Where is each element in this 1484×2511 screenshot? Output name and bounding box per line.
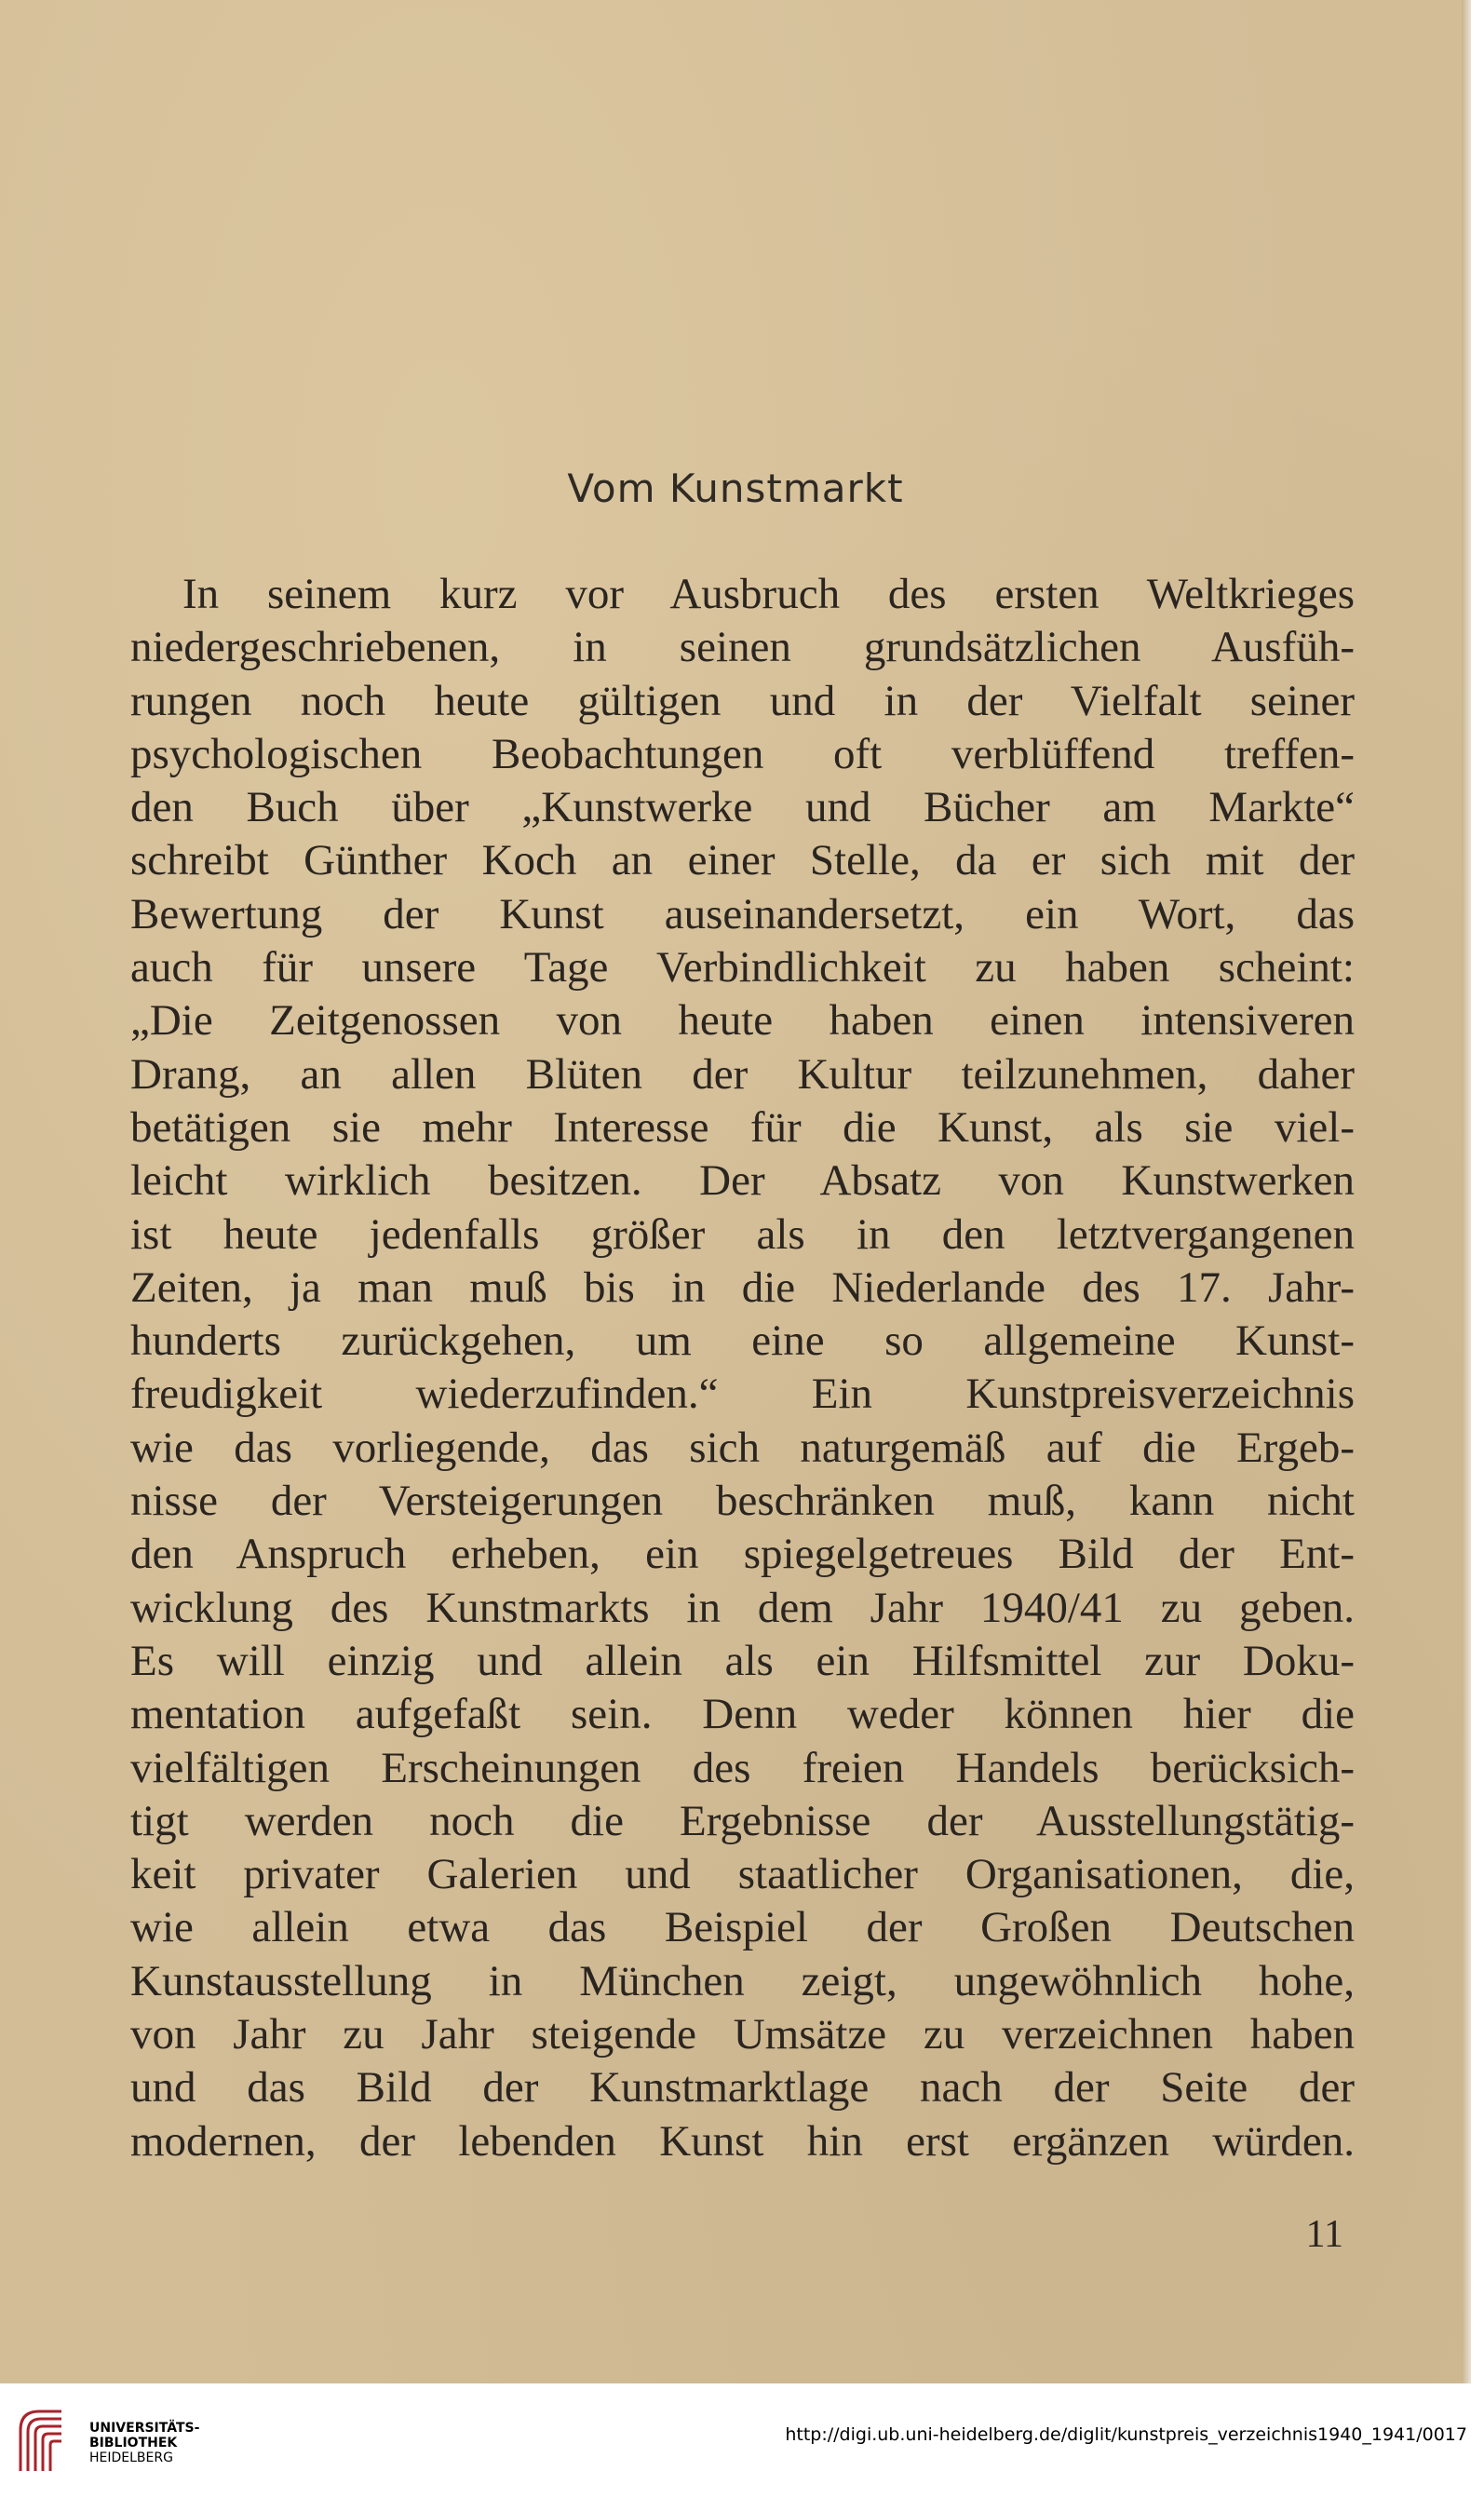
text-line: ist heute jedenfalls größer als in den letztvergangenen [130,1209,1355,1259]
library-name [89,2421,199,2465]
text-line: „Die Zeitgenossen von heute haben einen intensiveren [130,996,1355,1046]
text-line: von Jahr zu Jahr steigende Umsätze zu verzeichnen haben [130,2010,1355,2059]
text-line: Drang, an allen Blüten der Kultur teilzunehmen, daher [130,1049,1355,1099]
text-line: wie allein etwa das Beispiel der Großen Deutschen [130,1903,1355,1952]
text-line: den Buch über „Kunstwerke und Bücher am Markte“ [130,783,1355,832]
text-line: auch für unsere Tage Verbindlichkeit zu haben scheint: [130,943,1355,992]
text-line: nisse der Versteigerungen beschränken muß, kann nicht [130,1477,1355,1526]
text-line: keit privater Galerien und staatlicher Organisationen, die, [130,1850,1355,1899]
text-line: wicklung des Kunstmarkts in dem Jahr 1940/41 zu geben. [130,1583,1355,1632]
page-edge [1462,0,1471,2383]
text-line: wie das vorliegende, das sich naturgemäß auf die Ergeb- [130,1423,1355,1472]
text-line: und das Bild der Kunstmarktlage nach der Seite der [130,2063,1355,2113]
body-text [130,568,1355,2168]
text-line: vielfältigen Erscheinungen des freien Handels berücksich- [130,1743,1355,1792]
library-name-line: UNIVERSITÄTS- [89,2421,200,2436]
text-line: leicht wirklich besitzen. Der Absatz von Kunstwerken [130,1156,1355,1206]
library-logo-icon [15,2402,67,2477]
source-url-link[interactable]: http://digi.ub.uni-heidelberg.de/diglit/kunstpreis_verzeichnis1940_1941/0017 [785,2424,1467,2445]
text-line: Es will einzig und allein als ein Hilfsmittel zur Doku- [130,1636,1355,1685]
text-line: schreibt Günther Koch an einer Stelle, da er sich mit der [130,836,1355,885]
text-line: niedergeschriebenen, in seinen grundsätzlichen Ausfüh- [130,623,1355,672]
text-line: freudigkeit wiederzufinden.“ Ein Kunstpreisverzeichnis [130,1370,1355,1419]
footer-bar [0,2383,1484,2511]
library-name-line: BIBLIOTHEK [89,2436,178,2450]
text-line: modernen, der lebenden Kunst hin erst ergänzen würden. [130,2116,1355,2166]
text-line: psychologischen Beobachtungen oft verblüffend treffen- [130,729,1355,778]
page-title: Vom Kunstmarkt [567,466,904,511]
text-line: Kunstausstellung in München zeigt, ungewöhnlich hohe, [130,1956,1355,2005]
text-line: den Anspruch erheben, ein spiegelgetreues Bild der Ent- [130,1530,1355,1579]
library-name-line: HEIDELBERG [89,2450,173,2465]
text-line: hunderts zurückgehen, um eine so allgemeine Kunst- [130,1316,1355,1366]
text-line: betätigen sie mehr Interesse für die Kunst, als sie viel- [130,1102,1355,1152]
text-line: Bewertung der Kunst auseinandersetzt, ein Wort, das [130,889,1355,938]
text-line: In seinem kurz vor Ausbruch des ersten Weltkrieges [182,570,1355,618]
page-number: 11 [1305,2213,1343,2256]
text-line: tigt werden noch die Ergebnisse der Ausstellungstätig- [130,1796,1355,1845]
text-line: mentation aufgefaßt sein. Denn weder können hier die [130,1690,1355,1739]
text-line: rungen noch heute gültigen und in der Vielfalt seiner [130,676,1355,725]
text-line: Zeiten, ja man muß bis in die Niederlande des 17. Jahr- [130,1262,1355,1312]
